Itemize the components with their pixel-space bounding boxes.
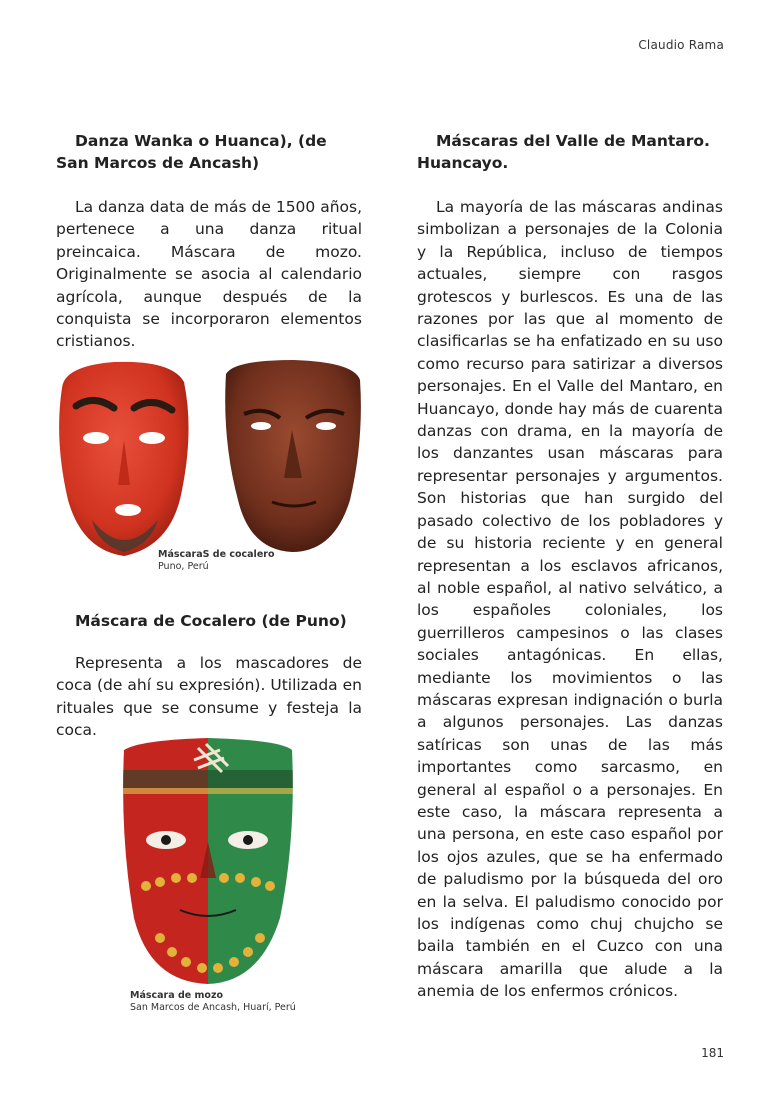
paragraph-mantaro: La mayoría de las máscaras andinas simbolizan a personajes de la Colonia y la República, incluso de tiempos actuales, siempre con rasgos grotescos y burlescos. Es una de las razones por las que al momento de clasificarlas se ha enfatizado en su uso como recurso para satirizar a diversos personajes. En el Valle del Mantaro, en Huancayo, donde hay más de cuarenta danzas con drama, en la mayoría de los danzantes usan máscaras para representar personajes y argumentos. Son historias que han surgido del pasado colectivo de los pobladores y de su historia reciente y en general representan a los esclavos africanos, al noble español, al nativo selvático, a los españoles coloniales, los guerrilleros campesinos o las clases sociales antagónicas. En ellas, mediante los movimientos o las máscaras expresan indignación o burla a algunos personajes. Las danzas satíricas son unas de las más importantes como sarcasmo, en general al español o a personajes. En este caso, la máscara representa a una persona, en este caso español por los ojos azules, que se ha enfermado de paludismo por la búsqueda del oro en la selva. El paludismo conocido por los indígenas como chuj chujcho se baila también en el Cuzco con una máscara amarilla que alude a la anemia de los enfermos crónicos. (417, 198, 723, 1001)
running-header-author: Claudio Rama (638, 38, 724, 52)
mozo-mask-image (120, 738, 296, 986)
figure-mozo-mask (120, 738, 296, 986)
caption-mozo (130, 990, 296, 1014)
paragraph-cocalero: Representa a los mascadores de coca (de ahí su expresión). Utilizada en rituales que se consume y festeja la coca. (56, 654, 362, 740)
section-heading-danza-wanka: Danza Wanka o Huanca), (de San Marcos de Ancash) (56, 132, 327, 172)
paragraph-danza-wanka: La danza data de más de 1500 años, pertenece a una danza ritual preincaica. Máscara de mozo. Originalmente se asocia al calendario agrícola, aunque después de la conquista se incorporaron elementos cristianos. (56, 198, 363, 351)
brown-mask-image (225, 360, 361, 552)
caption-subtitle: San Marcos de Ancash, Huarí, Perú (130, 1002, 296, 1013)
red-mask-image (59, 362, 188, 556)
caption-title: MáscaraS de cocalero (158, 549, 275, 560)
caption-subtitle: Puno, Perú (158, 561, 209, 572)
figure-cocalero-masks (54, 360, 366, 560)
left-section1 (56, 130, 362, 353)
caption-cocalero (158, 549, 274, 573)
right-section (417, 130, 723, 1003)
section-heading-mantaro: Máscaras del Valle de Mantaro. Huancayo. (417, 132, 710, 172)
left-section2 (56, 610, 362, 742)
page-number: 181 (701, 1046, 724, 1060)
section-heading-cocalero: Máscara de Cocalero (de Puno) (75, 612, 347, 630)
caption-title: Máscara de mozo (130, 990, 223, 1001)
